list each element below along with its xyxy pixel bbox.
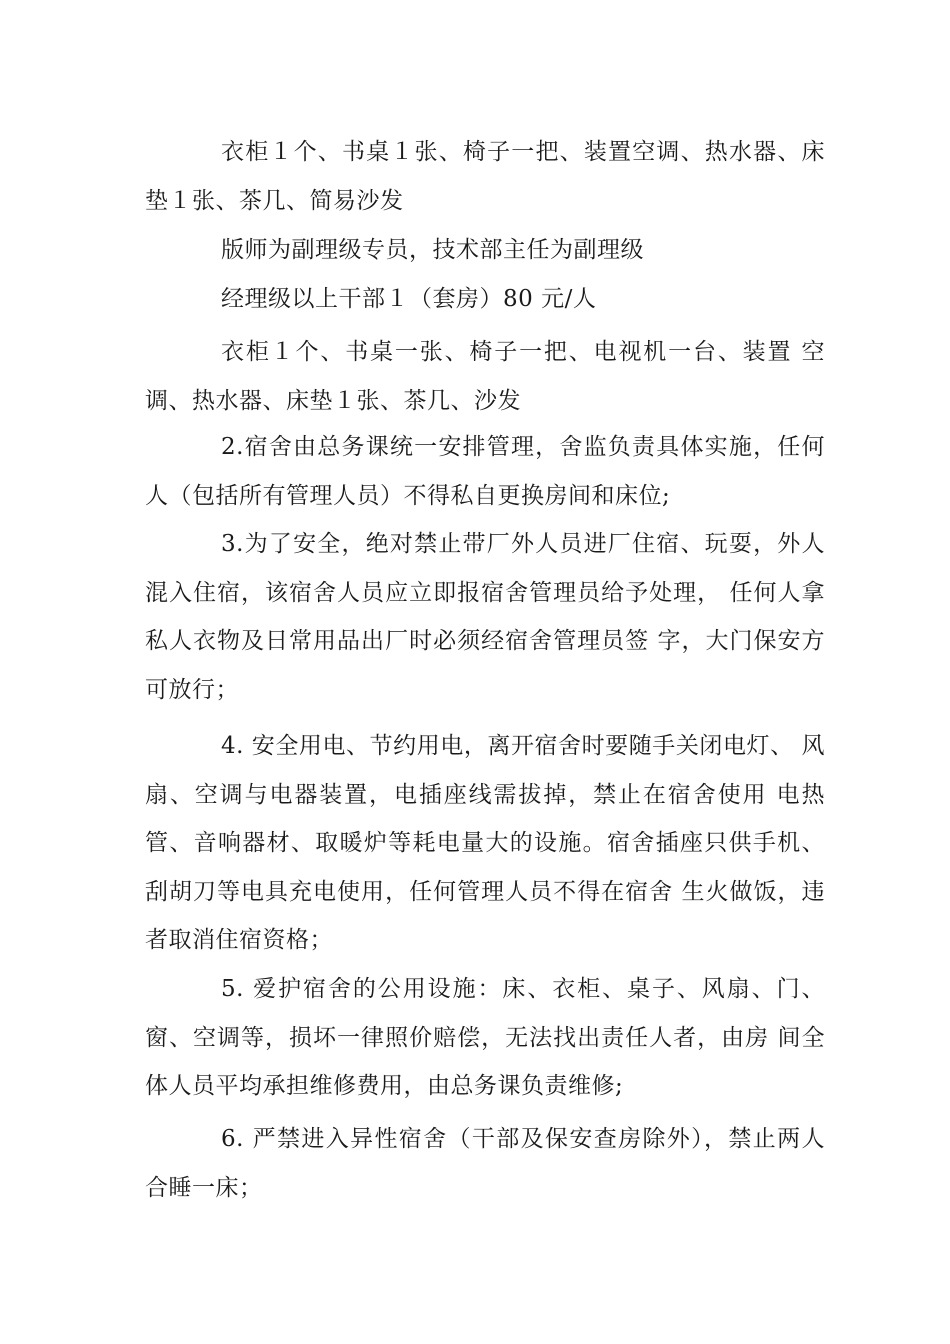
paragraph-furniture-list: 衣柜１个、书桌１张、椅子一把、装置空调、热水器、床垫１张、茶几、简易沙发 (145, 139, 825, 214)
paragraph-manager-suite: 经理级以上干部１（套房）80 元/人 (221, 286, 597, 312)
paragraph-rule-6: 6. 严禁进入异性宿舍（干部及保安查房除外），禁止两人合睡一床； (145, 1126, 825, 1201)
paragraph-suite-furniture: 衣柜１个、书桌一张、椅子一把、电视机一台、装置 空调、热水器、床垫１张、茶几、沙发 (145, 339, 825, 414)
paragraph-rule-2: 2.宿舍由总务课统一安排管理，舍监负责具体实施，任何人（包括所有管理人员）不得私自更换房间和床位; (145, 434, 825, 509)
paragraph-rule-3: 3.为了安全，绝对禁止带厂外人员进厂住宿、玩耍，外人混入住宿，该宿舍人员应立即报宿舍管理员给予处理， 任何人拿私人衣物及日常用品出厂时必须经宿舍管理员签 字，大门保安方可放行； (145, 531, 825, 703)
paragraph-rank-note: 版师为副理级专员，技术部主任为副理级 (221, 237, 644, 263)
paragraph-rule-5: 5. 爱护宿舍的公用设施：床、衣柜、桌子、风扇、门、 窗、空调等，损坏一律照价赔偿，无法找出责任人者，由房 间全体人员平均承担维修费用，由总务课负责维修; (145, 976, 825, 1099)
paragraph-rule-4: 4. 安全用电、节约用电，离开宿舍时要随手关闭电灯、 风扇、空调与电器装置，电插座线需拔掉，禁止在宿舍使用 电热管、音响器材、取暖炉等耗电量大的设施。宿舍插座只供手机、刮胡刀等电具充电使用，任何管理人员不得在宿舍 生火做饭，违者取消住宿资格； (145, 733, 825, 953)
